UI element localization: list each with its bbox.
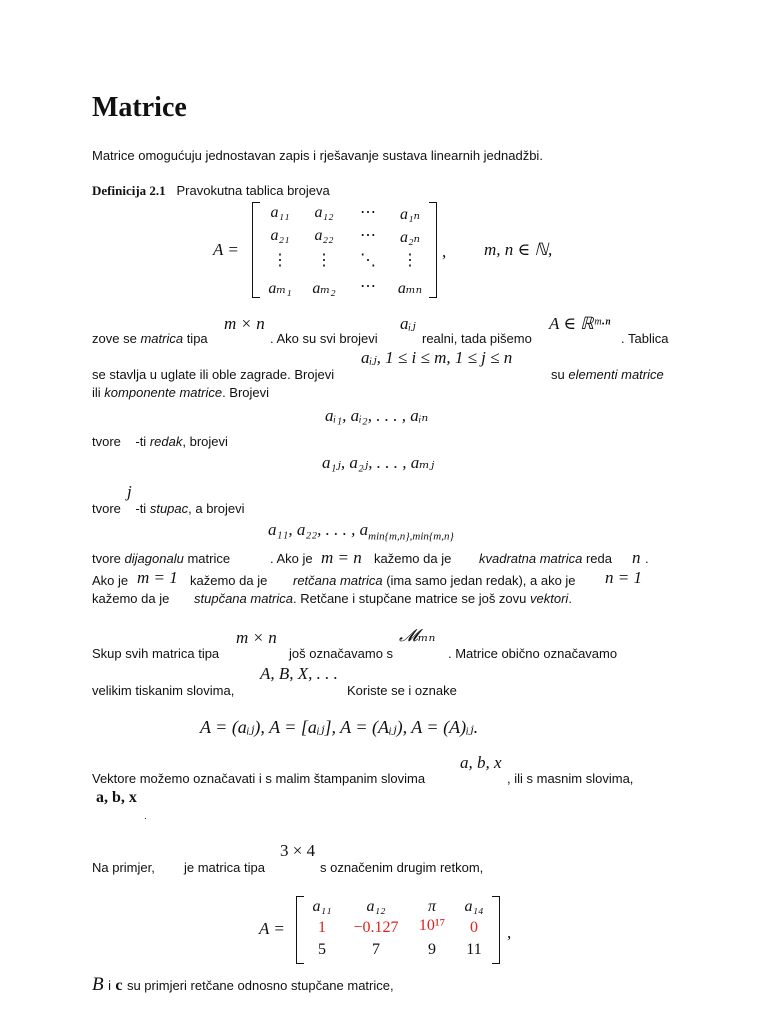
column-elements-formula: a₁ⱼ, a₂ⱼ, . . . , aₘⱼ [322,453,435,472]
type-m-times-n-2: m × n [236,628,277,647]
term-stupcana: stupčana matrica [194,591,293,606]
matrix-a-cell: ⋯ [360,227,376,244]
matrix-a-left-bracket [252,202,260,298]
example-cell: a₁₁ [312,898,332,915]
example-line1c: s označenim drugim retkom, [320,860,484,875]
column-text: -ti [135,501,147,516]
index-range-formula: aᵢⱼ, 1 ≤ i ≤ m, 1 ≤ j ≤ n [361,348,513,367]
m-equals-n: m = n [321,548,362,567]
abx-lowercase: a, b, x [460,753,502,772]
row-line [92,434,228,450]
example-lhs: A = [259,919,285,938]
intro-paragraph: Matrice omogućuju jednostavan zapis i rješavanje sustava linearnih jednadžbi. [92,148,543,163]
matrix-a-right-bracket [429,202,437,298]
term-stupac: stupac [149,501,189,516]
row-elements-formula: aᵢ₁, aᵢ₂, . . . , aᵢₙ [325,406,429,425]
example-cell: 5 [318,941,326,958]
para2-line1c: kažemo da je [374,551,452,566]
para2-text: . Retčane i stupčane matrice se još zovu [293,591,527,606]
para1-line1c: realni, tada pišemo [422,331,532,346]
para1-text: su [551,367,565,382]
term-redak: redak [149,434,183,449]
para2-line1d [479,551,612,567]
example-line1b: je matrica tipa [184,860,265,875]
para2-text: (ima samo jedan redak), a ako je [386,573,576,588]
para2-text: . [568,591,572,606]
matrix-a-cell: a₂₁ [270,227,290,244]
definition-text: Pravokutna tablica brojeva [176,183,330,198]
para3-line1b: još označavamo s [289,646,394,661]
example-cell: 9 [428,941,436,958]
para2-line2b: kažemo da je [190,573,268,588]
definition-label: Definicija 2.1 [92,183,166,198]
term-retcana: retčana matrica [293,573,383,588]
term-elementi: elementi matrice [568,367,664,382]
matrix-a-cell: a₂ₙ [399,229,421,246]
matrix-a-cell: aₘ₁ [268,280,292,297]
aij-symbol: aᵢⱼ [400,314,416,333]
diagonal-main: a₁₁, a₂₂, . . . , a [268,520,369,539]
example-line1: Na primjer, [92,860,155,875]
column-text: , a brojevi [188,501,245,516]
para1-line1b: . Ako su svi brojevi [270,331,378,346]
para2-text: reda [585,551,612,566]
abx-capitals: A, B, X, . . . [260,664,338,683]
term-komponente: komponente matrice [104,385,223,400]
a-in-r-formula: A ∈ ℝᵐ·ⁿ [549,314,611,333]
matrix-a-cell: ⋮ [272,252,288,269]
type-m-times-n: m × n [224,314,265,333]
example-highlight-cell: −0.127 [353,919,399,936]
matrix-a-cell: a₁₂ [314,204,334,221]
para3-line1c: . Matrice obično označavamo [448,646,618,661]
matrix-a-cell: aₘ₂ [312,280,336,297]
para3-line2: velikim tiskanim slovima, [92,683,235,698]
term-matrica: matrica [140,331,184,346]
diagonal-formula [268,520,454,542]
example-highlight-cell: 10¹⁷ [418,917,446,934]
matrix-a-cell: ⋮ [316,252,332,269]
definition-line [92,183,330,199]
type-3x4: 3 × 4 [280,841,316,860]
n-symbol: n [632,548,641,567]
matrix-a-cell: ⋯ [360,278,376,295]
example-highlight-cell: 0 [470,919,478,936]
matrix-a [252,202,437,298]
para1-line2b [551,367,664,383]
row-text: tvore [92,434,121,449]
para3-line2b: Koriste se i oznake [347,683,457,698]
row-text: , brojevi [182,434,228,449]
para2-line3b [194,591,572,607]
row-text: -ti [135,434,147,449]
n-equals-1: n = 1 [605,568,642,587]
term-dijagonalu: dijagonalu [124,551,184,566]
last-text: i [108,978,111,993]
symbol-c-bold: c [115,977,123,994]
example-cell: 11 [466,941,482,958]
para4-dot: . [144,811,147,822]
term-kvadratna: kvadratna matrica [479,551,583,566]
para1-text: tipa [186,331,208,346]
para1-line1d: . Tablica [621,331,669,346]
para2-line1b: . Ako je [270,551,313,566]
last-line [92,974,394,996]
matrix-a-cell: ⋱ [360,252,376,269]
example-cell: 7 [372,941,380,958]
page-title: Matrice [92,92,187,123]
example-highlight-cell: 1 [318,919,326,936]
para2-line1 [92,551,230,567]
para1-line3 [92,385,269,401]
matrix-a-cell: aₘₙ [397,280,423,297]
j-symbol: j [127,482,132,501]
para1-text: zove se [92,331,137,346]
matrix-a-cell: a₁₁ [270,204,290,221]
example-cell: π [427,898,436,915]
para1-line2: se stavlja u uglate ili oble zagrade. Brojevi [92,367,335,382]
para4-line1: Vektore možemo označavati i s malim štampanim slovima [92,771,426,786]
para4-line1b: , ili s masnim slovima, [507,771,634,786]
matrix-a-cell: ⋯ [360,204,376,221]
matrix-a-condition: m, n ∈ ℕ, [484,240,553,259]
para3-line1: Skup svih matrica tipa [92,646,220,661]
term-vektori: vektori [530,591,569,606]
matrix-a-cell: a₂₂ [314,227,334,244]
example-matrix [296,896,500,964]
para2-line2: Ako je [92,573,129,588]
diagonal-subscript: min{m,n},min{m,n} [368,530,454,543]
matrix-a-cell: ⋮ [402,252,418,269]
matrix-a-comma: , [442,242,447,261]
para1-text: ili [92,385,101,400]
set-m-mn: 𝓜ₘₙ [399,626,436,645]
example-cell: a₁₄ [464,898,484,915]
para1-line1 [92,331,208,347]
para2-period: . [645,551,649,566]
m-equals-1: m = 1 [137,568,178,587]
example-cell: a₁₂ [366,898,386,915]
last-text: su primjeri retčane odnosno stupčane matrice, [126,978,394,993]
para2-line2c [293,573,576,589]
para2-text: tvore [92,551,121,566]
matrix-a-cell: a₁ₙ [399,206,421,223]
matrix-a-lhs: A = [213,240,239,259]
bold-abx: a, b, x [96,789,137,806]
column-text: tvore [92,501,121,516]
symbol-b: B [92,974,104,995]
example-comma: , [507,923,512,942]
notation-formula: A = (aᵢⱼ), A = [aᵢⱼ], A = (Aᵢⱼ), A = (A)ᵢⱼ. [200,717,479,737]
column-line [92,501,245,517]
para2-text: matrice [187,551,231,566]
para1-text: . Brojevi [222,385,270,400]
para2-line3: kažemo da je [92,591,170,606]
